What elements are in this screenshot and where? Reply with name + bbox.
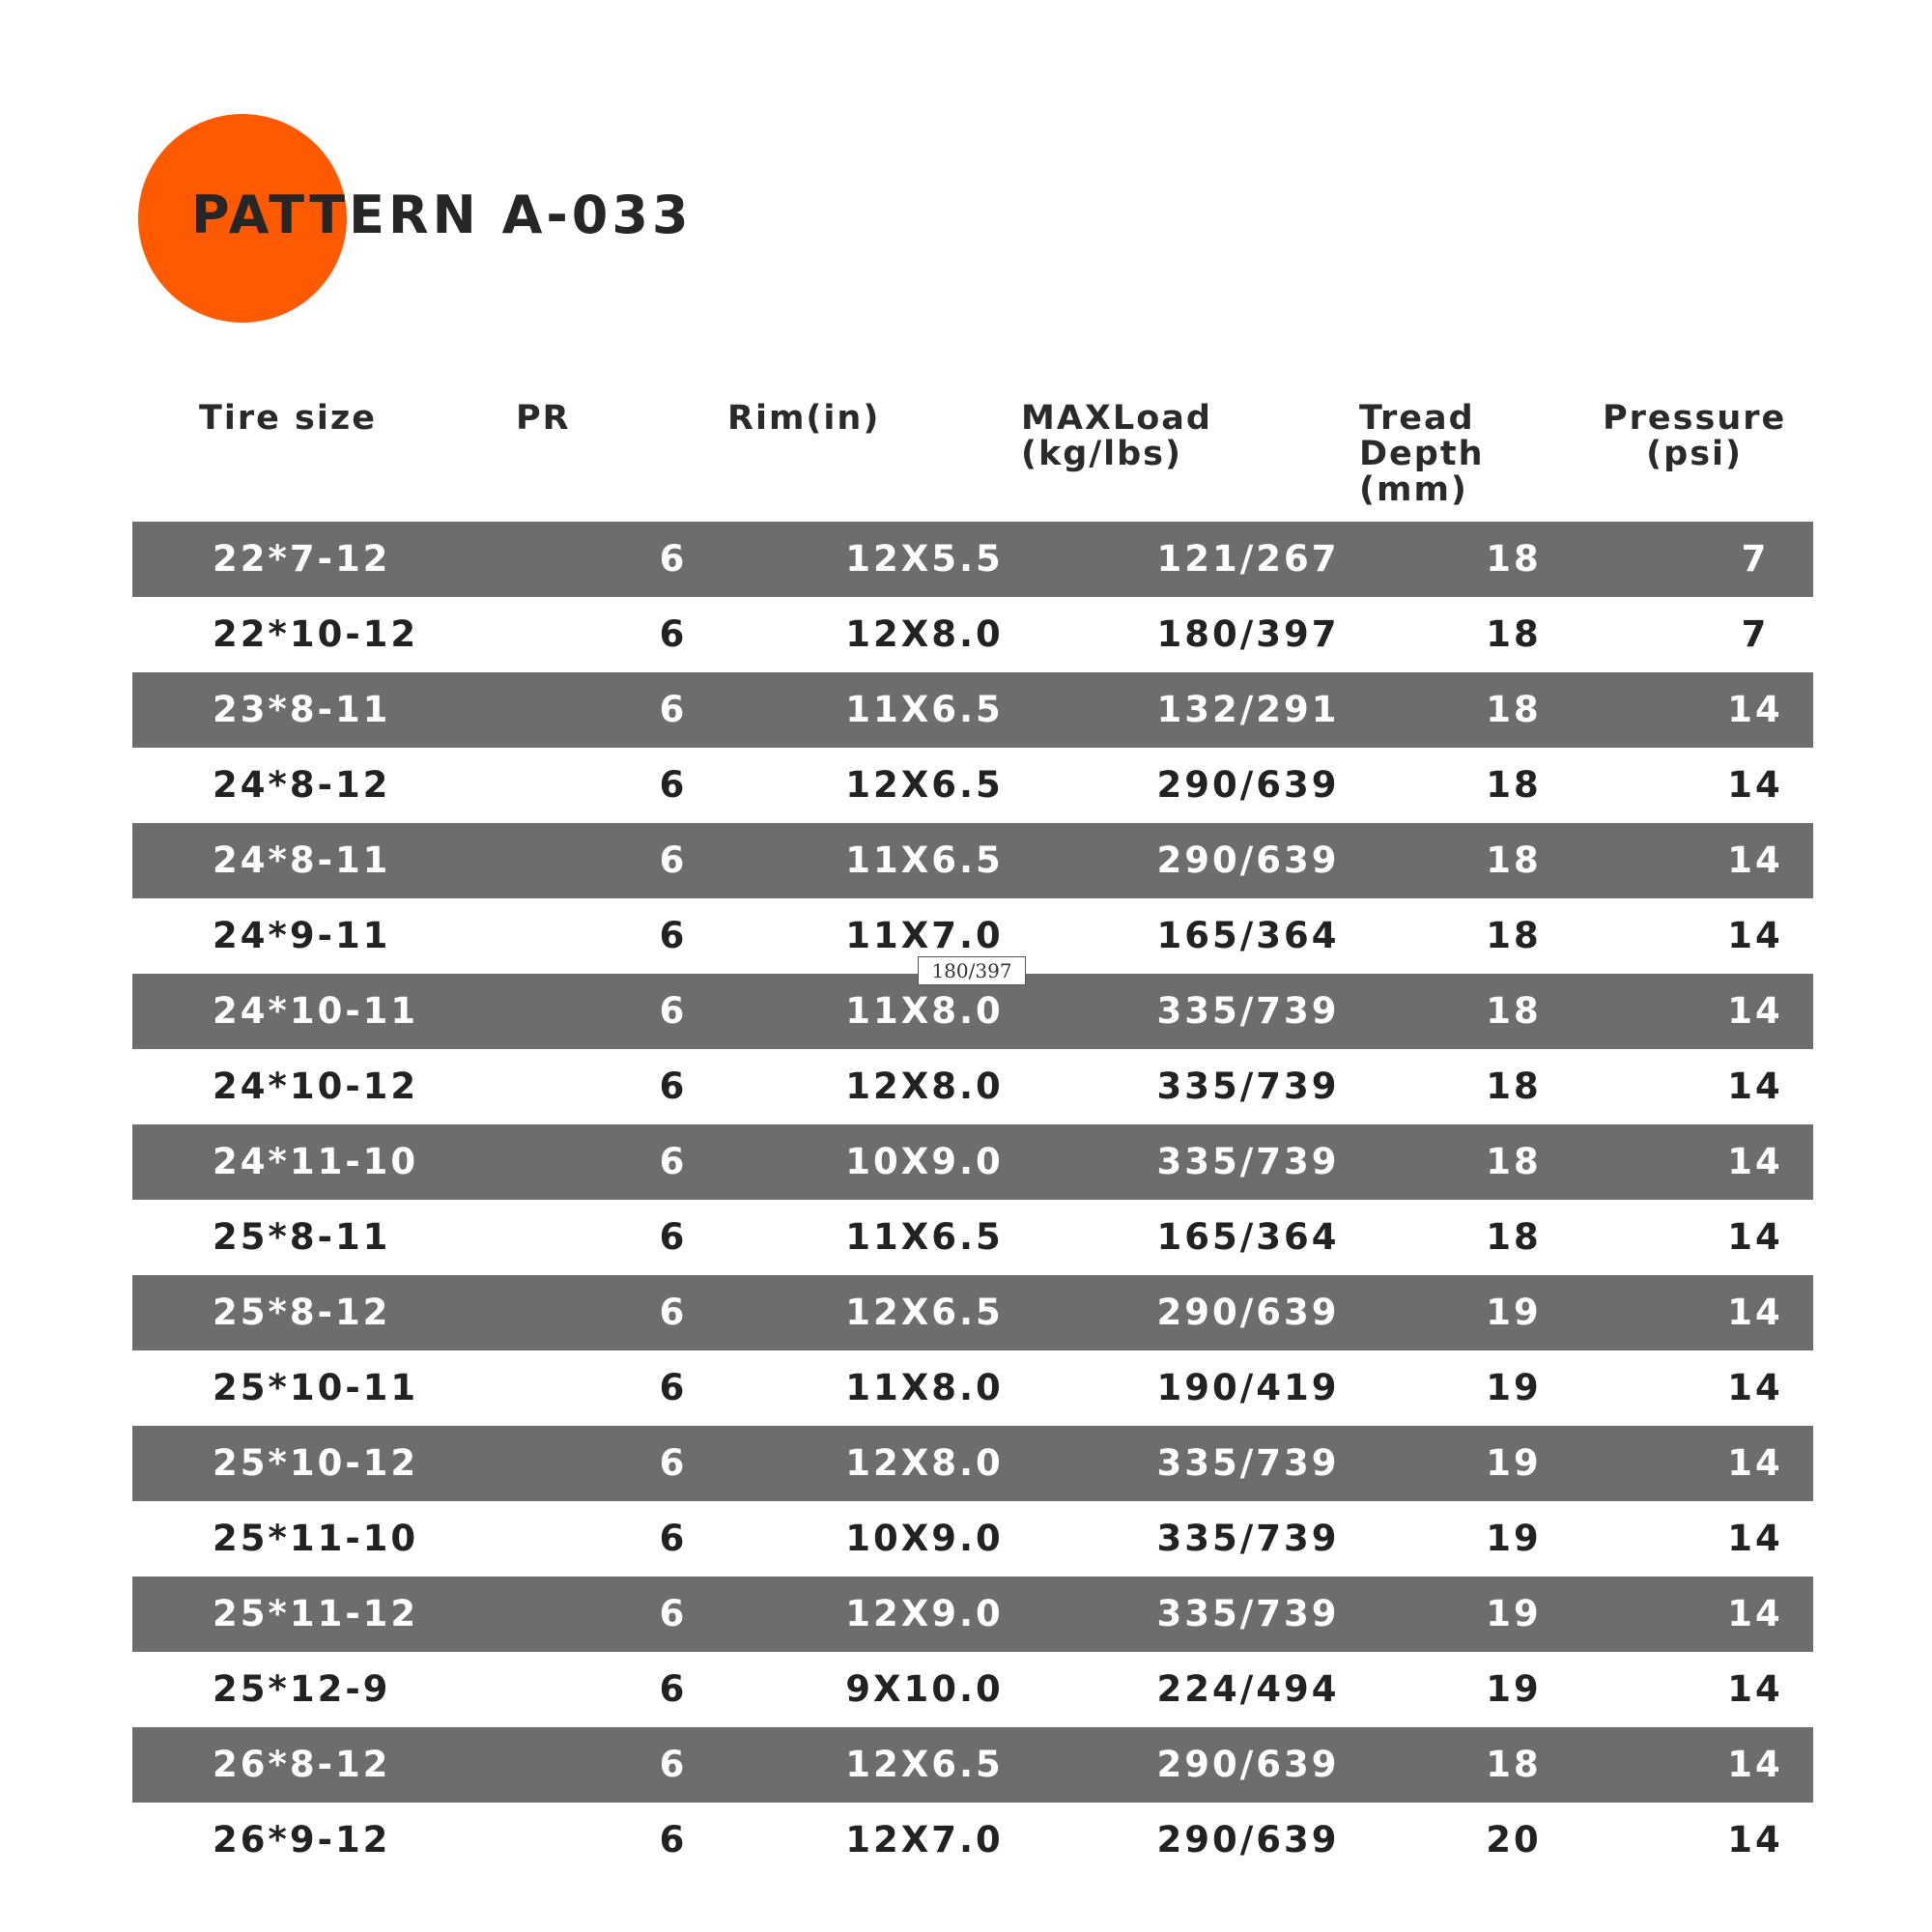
cell-max-load: 224/494 <box>1156 1668 1340 1710</box>
cell-pr: 6 <box>659 1518 688 1559</box>
cell-pr: 6 <box>659 1442 688 1484</box>
cell-tire-size: 24*10-12 <box>213 1065 419 1107</box>
table-row <box>132 748 1813 823</box>
table-row <box>132 1350 1813 1426</box>
cell-pr: 6 <box>659 1744 688 1785</box>
cell-rim: 9X10.0 <box>845 1668 1004 1710</box>
cell-tread-depth: 20 <box>1486 1819 1542 1861</box>
cell-pressure: 14 <box>1727 1518 1783 1559</box>
cell-rim: 11X8.0 <box>845 990 1004 1032</box>
table-row <box>132 1426 1813 1501</box>
cell-tire-size: 22*7-12 <box>213 538 391 580</box>
table-row <box>132 1200 1813 1275</box>
cell-max-load: 335/739 <box>1156 990 1340 1032</box>
cell-pr: 6 <box>659 839 688 881</box>
header-tire-size: Tire size <box>199 399 377 438</box>
cell-tire-size: 25*8-11 <box>213 1216 391 1258</box>
cell-rim: 12X6.5 <box>845 1292 1004 1333</box>
table-row <box>132 597 1813 672</box>
table-row <box>132 1652 1813 1727</box>
table-row <box>132 522 1813 597</box>
cell-tire-size: 25*10-11 <box>213 1367 419 1408</box>
cell-max-load: 335/739 <box>1156 1065 1340 1107</box>
cell-pr: 6 <box>659 538 688 580</box>
cell-pr: 6 <box>659 1216 688 1258</box>
cell-pr: 6 <box>659 1367 688 1408</box>
cell-tread-depth: 18 <box>1486 613 1542 655</box>
cell-pr: 6 <box>659 915 688 956</box>
cell-max-load: 335/739 <box>1156 1593 1340 1634</box>
cell-pr: 6 <box>659 1292 688 1333</box>
cell-tread-depth: 19 <box>1486 1668 1542 1710</box>
cell-tire-size: 25*10-12 <box>213 1442 419 1484</box>
cell-pressure: 14 <box>1727 839 1783 881</box>
cell-tire-size: 25*11-10 <box>213 1518 419 1559</box>
cell-pr: 6 <box>659 1593 688 1634</box>
cell-rim: 12X8.0 <box>845 613 1004 655</box>
cell-pr: 6 <box>659 1065 688 1107</box>
cell-pressure: 14 <box>1727 689 1783 730</box>
cell-max-load: 290/639 <box>1156 839 1340 881</box>
page-title: PATTERN A-033 <box>191 185 693 245</box>
cell-max-load: 335/739 <box>1156 1442 1340 1484</box>
cell-rim: 12X7.0 <box>845 1819 1004 1861</box>
cell-rim: 11X8.0 <box>845 1367 1004 1408</box>
cell-max-load: 290/639 <box>1156 1292 1340 1333</box>
cell-pressure: 14 <box>1727 1367 1783 1408</box>
cell-pressure: 14 <box>1727 1065 1783 1107</box>
table-row <box>132 1727 1813 1803</box>
cell-tread-depth: 18 <box>1486 689 1542 730</box>
cell-pr: 6 <box>659 613 688 655</box>
cell-rim: 11X6.5 <box>845 839 1004 881</box>
cell-max-load: 290/639 <box>1156 1819 1340 1861</box>
cell-pressure: 14 <box>1727 764 1783 806</box>
cell-tread-depth: 19 <box>1486 1292 1542 1333</box>
cell-tire-size: 24*8-11 <box>213 839 391 881</box>
spec-table-body <box>132 522 1813 1878</box>
header-tread-depth: Tread Depth (mm) <box>1359 399 1485 509</box>
cell-pressure: 14 <box>1727 1744 1783 1785</box>
cell-pressure: 14 <box>1727 1668 1783 1710</box>
header-max-load: MAXLoad (kg/lbs) <box>1021 399 1212 473</box>
cell-tread-depth: 18 <box>1486 990 1542 1032</box>
cell-tire-size: 24*8-12 <box>213 764 391 806</box>
header-pr: PR <box>516 399 571 438</box>
cell-rim: 10X9.0 <box>845 1141 1004 1182</box>
cell-rim: 12X9.0 <box>845 1593 1004 1634</box>
cell-rim: 12X8.0 <box>845 1065 1004 1107</box>
cell-rim: 10X9.0 <box>845 1518 1004 1559</box>
cell-tread-depth: 18 <box>1486 915 1542 956</box>
table-row <box>132 1803 1813 1878</box>
cell-tread-depth: 19 <box>1486 1442 1542 1484</box>
table-row <box>132 1501 1813 1577</box>
cell-pr: 6 <box>659 1819 688 1861</box>
cell-rim: 11X6.5 <box>845 689 1004 730</box>
table-row <box>132 672 1813 748</box>
cell-max-load: 165/364 <box>1156 1216 1340 1258</box>
cell-tire-size: 23*8-11 <box>213 689 391 730</box>
cell-max-load: 290/639 <box>1156 764 1340 806</box>
cell-pressure: 14 <box>1727 1442 1783 1484</box>
cell-tread-depth: 18 <box>1486 538 1542 580</box>
cell-tire-size: 24*10-11 <box>213 990 419 1032</box>
table-row <box>132 823 1813 898</box>
cell-tread-depth: 18 <box>1486 1216 1542 1258</box>
cell-max-load: 335/739 <box>1156 1518 1340 1559</box>
cell-rim: 11X7.0 <box>845 915 1004 956</box>
cell-max-load: 180/397 <box>1156 613 1340 655</box>
cell-pressure: 14 <box>1727 1216 1783 1258</box>
header-pressure: Pressure (psi) <box>1603 399 1787 473</box>
cell-pressure: 14 <box>1727 1593 1783 1634</box>
cell-tread-depth: 19 <box>1486 1367 1542 1408</box>
header-rim: Rim(in) <box>727 399 881 438</box>
cell-rim: 11X6.5 <box>845 1216 1004 1258</box>
cell-tire-size: 24*11-10 <box>213 1141 419 1182</box>
cell-rim: 12X8.0 <box>845 1442 1004 1484</box>
cell-tire-size: 26*8-12 <box>213 1744 391 1785</box>
cell-pr: 6 <box>659 689 688 730</box>
cell-pressure: 7 <box>1741 538 1770 580</box>
table-row <box>132 1577 1813 1652</box>
value-tooltip: 180/397 <box>918 956 1026 985</box>
cell-rim: 12X6.5 <box>845 1744 1004 1785</box>
cell-tread-depth: 19 <box>1486 1593 1542 1634</box>
cell-tire-size: 25*8-12 <box>213 1292 391 1333</box>
cell-pr: 6 <box>659 1141 688 1182</box>
cell-max-load: 335/739 <box>1156 1141 1340 1182</box>
cell-tire-size: 25*11-12 <box>213 1593 419 1634</box>
cell-pressure: 14 <box>1727 1141 1783 1182</box>
cell-max-load: 121/267 <box>1156 538 1340 580</box>
pattern-title-block <box>138 114 834 325</box>
cell-tire-size: 25*12-9 <box>213 1668 391 1710</box>
cell-tread-depth: 18 <box>1486 1744 1542 1785</box>
cell-pressure: 7 <box>1741 613 1770 655</box>
cell-tread-depth: 18 <box>1486 839 1542 881</box>
table-row <box>132 1124 1813 1200</box>
cell-max-load: 190/419 <box>1156 1367 1340 1408</box>
cell-pr: 6 <box>659 764 688 806</box>
cell-rim: 12X6.5 <box>845 764 1004 806</box>
cell-pressure: 14 <box>1727 1292 1783 1333</box>
table-row <box>132 1275 1813 1350</box>
cell-tread-depth: 18 <box>1486 1141 1542 1182</box>
cell-tread-depth: 19 <box>1486 1518 1542 1559</box>
spec-table-header <box>132 391 1813 512</box>
table-row <box>132 1049 1813 1124</box>
cell-pressure: 14 <box>1727 990 1783 1032</box>
cell-max-load: 290/639 <box>1156 1744 1340 1785</box>
cell-tire-size: 24*9-11 <box>213 915 391 956</box>
cell-max-load: 132/291 <box>1156 689 1340 730</box>
cell-tread-depth: 18 <box>1486 1065 1542 1107</box>
cell-max-load: 165/364 <box>1156 915 1340 956</box>
cell-rim: 12X5.5 <box>845 538 1004 580</box>
cell-pressure: 14 <box>1727 915 1783 956</box>
cell-tire-size: 22*10-12 <box>213 613 419 655</box>
cell-pressure: 14 <box>1727 1819 1783 1861</box>
cell-pr: 6 <box>659 1668 688 1710</box>
cell-pr: 6 <box>659 990 688 1032</box>
cell-tread-depth: 18 <box>1486 764 1542 806</box>
cell-tire-size: 26*9-12 <box>213 1819 391 1861</box>
